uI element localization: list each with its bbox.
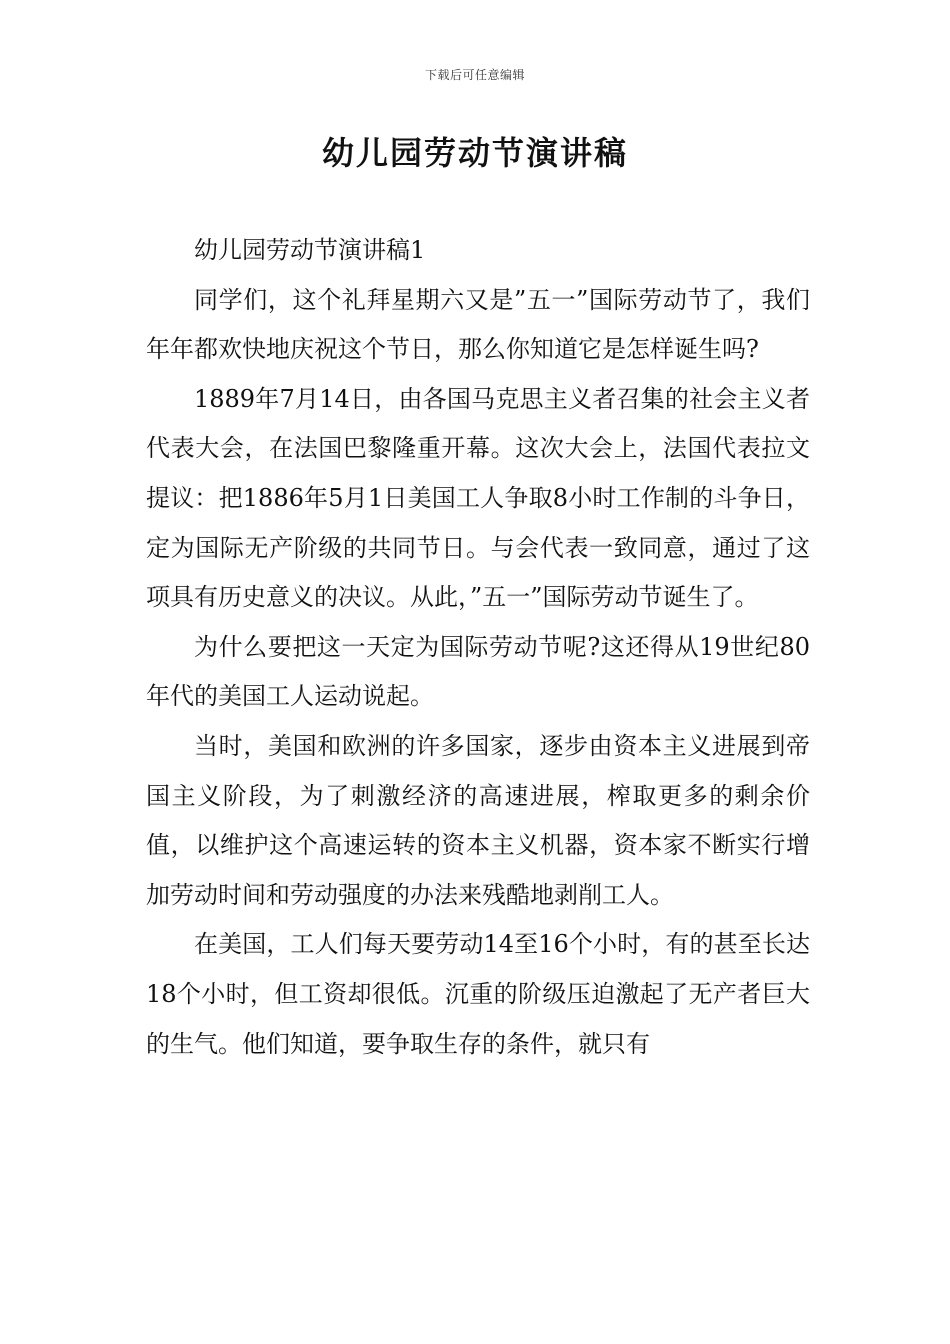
document-body bbox=[146, 226, 810, 1069]
header-note: 下载后可任意编辑 bbox=[424, 68, 525, 82]
paragraph-workers: 在美国，工人们每天要劳动14至16个小时，有的甚至长达18个小时，但工资却很低。沉重的阶级压迫激起了无产者巨大的生气。他们知道，要争取生存的条件，就只有 bbox=[146, 930, 810, 1058]
subtitle-paragraph: 幼儿园劳动节演讲稿1 bbox=[194, 236, 426, 264]
paragraph-history: 1889年7月14日，由各国马克思主义者召集的社会主义者代表大会，在法国巴黎隆重开幕。这次大会上，法国代表拉文提议：把1886年5月1日美国工人争取8小时工作制的斗争日，定为国际无产阶级的共同节日。与会代表一致同意，通过了这项具有历史意义的决议。从此，”五一”国际劳动节诞生了。 bbox=[146, 384, 810, 612]
document-title: 幼儿园劳动节演讲稿 bbox=[321, 134, 628, 172]
paragraph-intro: 同学们，这个礼拜星期六又是”五一”国际劳动节了，我们年年都欢快地庆祝这个节日，那么你知道它是怎样诞生吗? bbox=[146, 285, 810, 364]
paragraph-background: 当时，美国和欧洲的许多国家，逐步由资本主义进展到帝国主义阶段，为了刺激经济的高速进展，榨取更多的剩余价值，以维护这个高速运转的资本主义机器，资本家不断实行增加劳动时间和劳动强度的办法来残酷地剥削工人。 bbox=[146, 731, 810, 909]
paragraph-question: 为什么要把这一天定为国际劳动节呢?这还得从19世纪80年代的美国工人运动说起。 bbox=[146, 632, 810, 711]
